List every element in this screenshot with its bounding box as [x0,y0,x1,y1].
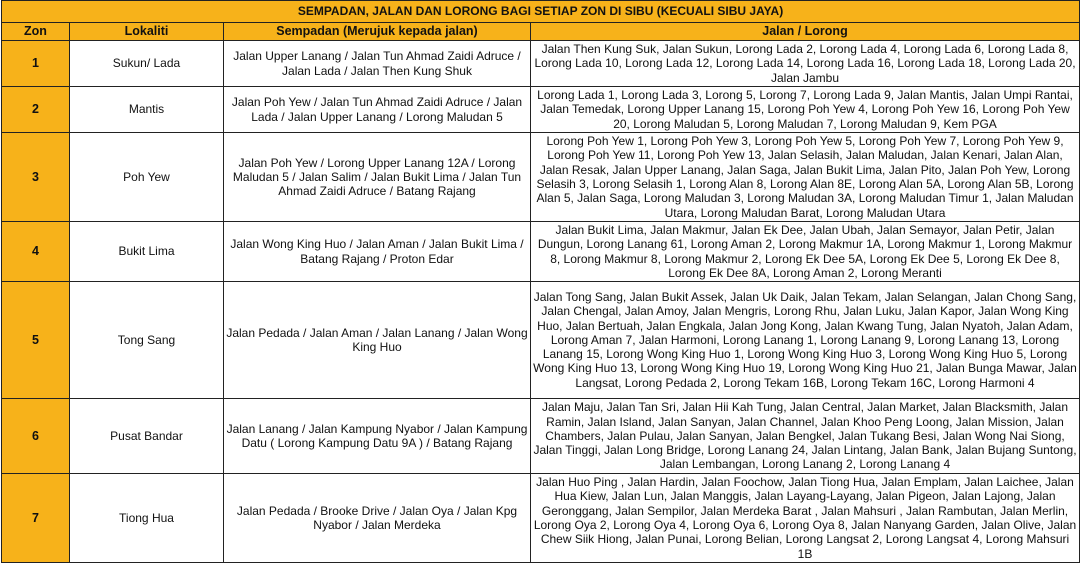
zone-locality: Sukun/ Lada [70,41,224,87]
zone-roads: Lorong Lada 1, Lorong Lada 3, Lorong 5, Lorong 7, Lorong Lada 9, Jalan Mantis, Jalan Umpi Rantai, Jalan Temedak, Lorong Upper Lanang 15, Lorong Poh Yew 4, Lorong Poh Yew 16, Lorong Poh Yew 20, Lorong Maludan 5, Lorong Maludan 7, Lorong Maludan 9, Kem PGA [531,87,1080,133]
zone-number: 1 [2,41,70,87]
header-lokaliti: Lokaliti [70,23,224,41]
zone-locality: Bukit Lima [70,222,224,282]
table-row [2,87,1080,133]
zone-roads: Jalan Maju, Jalan Tan Sri, Jalan Hii Kah Tung, Jalan Central, Jalan Market, Jalan Blacksmith, Jalan Ramin, Jalan Island, Jalan Sanyan, Jalan Channel, Jalan Khoo Peng Loong, Jalan Mission, Jalan Chambers, Jalan Pulau, Jalan Sanyan, Jalan Bengkel, Jalan Tukang Besi, Jalan Wong Nai Siong, Jalan Tinggi, Jalan Long Bridge, Lorong Lanang 24, Jalan Lintang, Jalan Bank, Jalan Bujang Suntong, Jalan Lembangan, Lorong Lanang 2, Lorong Lanang 4 [531,399,1080,474]
table-row [2,399,1080,474]
table-row [2,41,1080,87]
zone-locality: Tiong Hua [70,474,224,563]
zone-boundary: Jalan Pedada / Jalan Aman / Jalan Lanang / Jalan Wong King Huo [224,282,531,399]
header-zon: Zon [2,23,70,41]
zone-boundary: Jalan Poh Yew / Lorong Upper Lanang 12A / Lorong Maludan 5 / Jalan Salim / Jalan Bukit Lima / Jalan Tun Ahmad Zaidi Adruce / Batang Rajang [224,133,531,222]
zone-locality: Mantis [70,87,224,133]
zone-number: 5 [2,282,70,399]
table-row [2,474,1080,563]
zone-boundary: Jalan Lanang / Jalan Kampung Nyabor / Jalan Kampung Datu ( Lorong Kampung Datu 9A ) / Batang Rajang [224,399,531,474]
zone-roads: Jalan Tong Sang, Jalan Bukit Assek, Jalan Uk Daik, Jalan Tekam, Jalan Selangan, Jalan Chong Sang, Jalan Chengal, Jalan Amoy, Jalan Mengris, Lorong Rhu, Jalan Luku, Jalan Kapor, Jalan Wong King Huo, Jalan Bertuah, Jalan Engkala, Jalan Jong Kong, Jalan Kwang Tung, Jalan Nyatoh, Jalan Adam, Lorong Aman 7, Jalan Harmoni, Lorong Lanang 1, Lorong Lanang 9, Lorong Lanang 13, Lorong Lanang 15, Lorong Wong King Huo 1, Lorong Wong King Huo 3, Lorong Wong King Huo 5, Lorong Wong King Huo 13, Lorong Wong King Huo 19, Lorong Wong King Huo 21, Jalan Bunga Mawar, Jalan Langsat, Lorong Pedada 2, Lorong Tekam 16B, Lorong Tekam 16C, Lorong Harmoni 4 [531,282,1080,399]
zone-number: 4 [2,222,70,282]
zone-boundary: Jalan Wong King Huo / Jalan Aman / Jalan Bukit Lima / Batang Rajang / Proton Edar [224,222,531,282]
zone-roads: Jalan Then Kung Suk, Jalan Sukun, Lorong Lada 2, Lorong Lada 4, Lorong Lada 6, Lorong Lada 8, Lorong Lada 10, Lorong Lada 12, Lorong Lada 14, Lorong Lada 16, Lorong Lada 18, Lorong Lada 20, Jalan Jambu [531,41,1080,87]
zone-boundary: Jalan Pedada / Brooke Drive / Jalan Oya / Jalan Kpg Nyabor / Jalan Merdeka [224,474,531,563]
zone-locality: Poh Yew [70,133,224,222]
zone-roads: Lorong Poh Yew 1, Lorong Poh Yew 3, Lorong Poh Yew 5, Lorong Poh Yew 7, Lorong Poh Yew 9, Lorong Poh Yew 11, Lorong Poh Yew 13, Jalan Selasih, Jalan Maludan, Jalan Kenari, Jalan Alan, Jalan Resak, Jalan Upper Lanang, Jalan Saga, Jalan Bukit Lima, Jalan Pito, Jalan Poh Yew, Lorong Selasih 3, Lorong Selasih 1, Lorong Alan 8, Lorong Alan 8E, Lorong Alan 5A, Lorong Alan 5B, Lorong Alan 5, Jalan Saga, Lorong Maludan 3, Lorong Maludan 3A, Lorong Maludan Timur 1, Jalan Maludan Utara, Lorong Maludan Barat, Lorong Maludan Utara [531,133,1080,222]
table-row [2,133,1080,222]
zone-roads: Jalan Bukit Lima, Jalan Makmur, Jalan Ek Dee, Jalan Ubah, Jalan Semayor, Jalan Petir, Jalan Dungun, Lorong Lanang 61, Lorong Aman 2, Lorong Makmur 1A, Lorong Makmur 1, Lorong Makmur 8, Lorong Makmur 8, Lorong Makmur 2, Lorong Ek Dee 5A, Lorong Ek Dee 5, Lorong Ek Dee 8, Lorong Ek Dee 8A, Lorong Aman 2, Lorong Meranti [531,222,1080,282]
header-sempadan: Sempadan (Merujuk kepada jalan) [224,23,531,41]
zone-number: 7 [2,474,70,563]
table-row [2,282,1080,399]
zone-number: 3 [2,133,70,222]
zone-number: 2 [2,87,70,133]
zone-table [1,0,1080,563]
zone-boundary: Jalan Upper Lanang / Jalan Tun Ahmad Zaidi Adruce / Jalan Lada / Jalan Then Kung Shuk [224,41,531,87]
zone-locality: Tong Sang [70,282,224,399]
zone-roads: Jalan Huo Ping , Jalan Hardin, Jalan Foochow, Jalan Tiong Hua, Jalan Emplam, Jalan Laichee, Jalan Hua Kiew, Jalan Lun, Jalan Manggis, Jalan Layang-Layang, Jalan Pigeon, Jalan Lajong, Jalan Geronggang, Jalan Sempilor, Jalan Merdeka Barat , Jalan Mahsuri , Jalan Rambutan, Jalan Merlin, Lorong Oya 2, Lorong Oya 4, Lorong Oya 6, Lorong Oya 8, Jalan Nanyang Garden, Jalan Olive, Jalan Chew Siik Hiong, Jalan Punai, Lorong Belian, Lorong Langsat 2, Lorong Langsat 4, Lorong Mahsuri 1B [531,474,1080,563]
header-jalan: Jalan / Lorong [531,23,1080,41]
zone-number: 6 [2,399,70,474]
table-row [2,222,1080,282]
zone-locality: Pusat Bandar [70,399,224,474]
zone-boundary: Jalan Poh Yew / Jalan Tun Ahmad Zaidi Adruce / Jalan Lada / Jalan Upper Lanang / Lorong Maludan 5 [224,87,531,133]
table-title: SEMPADAN, JALAN DAN LORONG BAGI SETIAP ZON DI SIBU (KECUALI SIBU JAYA) [2,1,1080,23]
